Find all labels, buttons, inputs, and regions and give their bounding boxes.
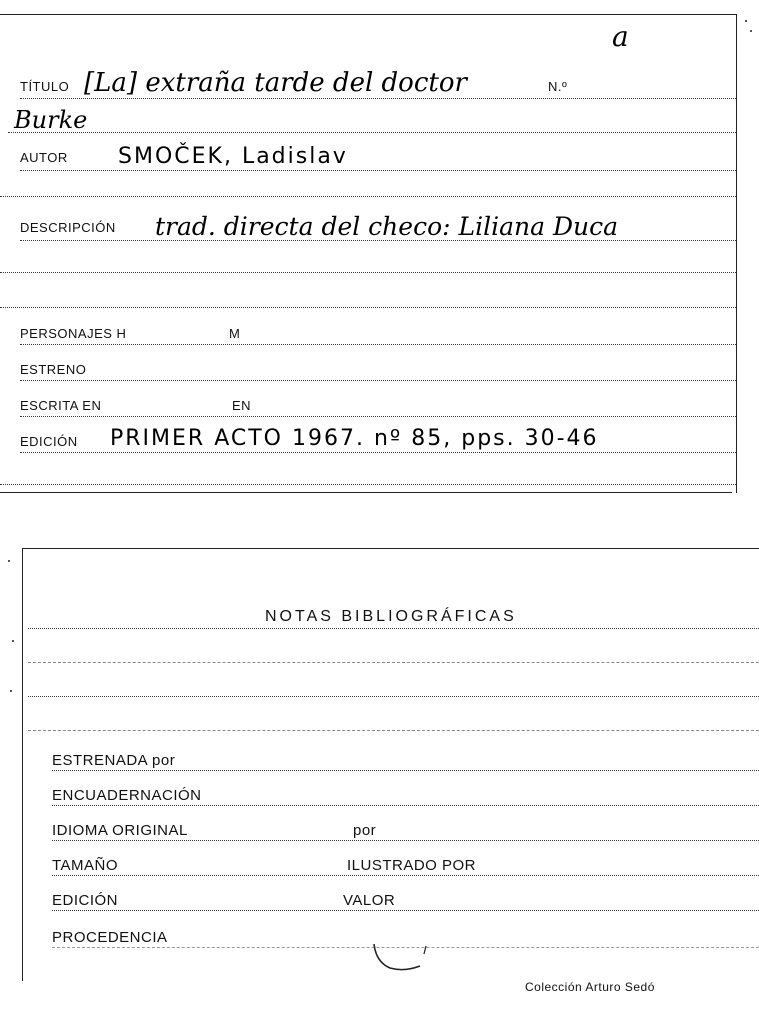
scan-speck — [8, 560, 10, 562]
blank-rule-1 — [0, 196, 736, 197]
personajes-rule — [20, 344, 736, 345]
estrenada-label: ESTRENADA por — [52, 752, 176, 769]
scan-speck — [745, 20, 747, 22]
titulo-value-line2: Burke — [14, 106, 88, 134]
descripcion-rule — [20, 240, 736, 241]
edicion-rule — [20, 452, 736, 453]
blank-rule-2 — [0, 272, 736, 273]
titulo-value: [La] extraña tarde del doctor — [84, 68, 467, 98]
autor-label: AUTOR — [20, 150, 68, 165]
encuadernacion-rule — [52, 805, 759, 806]
blank-rule-3 — [0, 307, 736, 308]
notas-rule-2 — [28, 662, 759, 663]
descripcion-value: trad. directa del checo: Liliana Duca — [155, 212, 619, 241]
escrita-rule — [20, 416, 736, 417]
edicion-bottom-rule — [52, 910, 759, 911]
idioma-rule — [52, 840, 759, 841]
valor-label: VALOR — [343, 892, 396, 909]
estrenada-rule — [52, 770, 759, 771]
ilustrado-label: ILUSTRADO POR — [347, 857, 477, 874]
corner-mark: a — [612, 20, 629, 53]
edicion-label: EDICIÓN — [20, 434, 78, 449]
titulo-rule — [20, 98, 736, 99]
escrita-en-label: EN — [232, 398, 252, 413]
titulo-label: TÍTULO — [20, 79, 70, 94]
autor-value: SMOČEK, Ladislav — [118, 144, 348, 169]
personajes-m-label: M — [229, 326, 241, 341]
tamano-rule — [52, 875, 759, 876]
edicion-bottom-label: EDICIÓN — [52, 892, 119, 909]
por-label: por — [353, 822, 377, 839]
card-separator — [0, 492, 732, 493]
notas-rule-3 — [28, 696, 759, 697]
collection-footer: Colección Arturo Sedó — [525, 980, 655, 994]
notas-rule-4 — [28, 730, 759, 731]
scan-speck — [12, 640, 14, 642]
titulo-rule-2 — [8, 132, 736, 133]
tamano-label: TAMAÑO — [52, 857, 119, 874]
scan-speck — [10, 690, 12, 692]
estreno-rule — [20, 380, 736, 381]
descripcion-label: DESCRIPCIÓN — [20, 220, 116, 235]
personajes-label: PERSONAJES H — [20, 326, 127, 341]
estreno-label: ESTRENO — [20, 362, 87, 377]
escrita-label: ESCRITA EN — [20, 398, 102, 413]
notas-rule-1 — [28, 628, 759, 629]
scan-speck — [750, 30, 752, 32]
autor-rule — [20, 170, 736, 171]
numero-label: N.º — [548, 79, 568, 94]
edicion-value: PRIMER ACTO 1967. nº 85, pps. 30-46 — [110, 426, 599, 451]
idioma-label: IDIOMA ORIGINAL — [52, 822, 188, 839]
ink-stroke-mark — [368, 940, 438, 974]
blank-rule-4 — [0, 484, 736, 485]
procedencia-label: PROCEDENCIA — [52, 929, 168, 946]
notas-heading: NOTAS BIBLIOGRÁFICAS — [265, 608, 517, 625]
encuadernacion-label: ENCUADERNACIÓN — [52, 787, 202, 804]
